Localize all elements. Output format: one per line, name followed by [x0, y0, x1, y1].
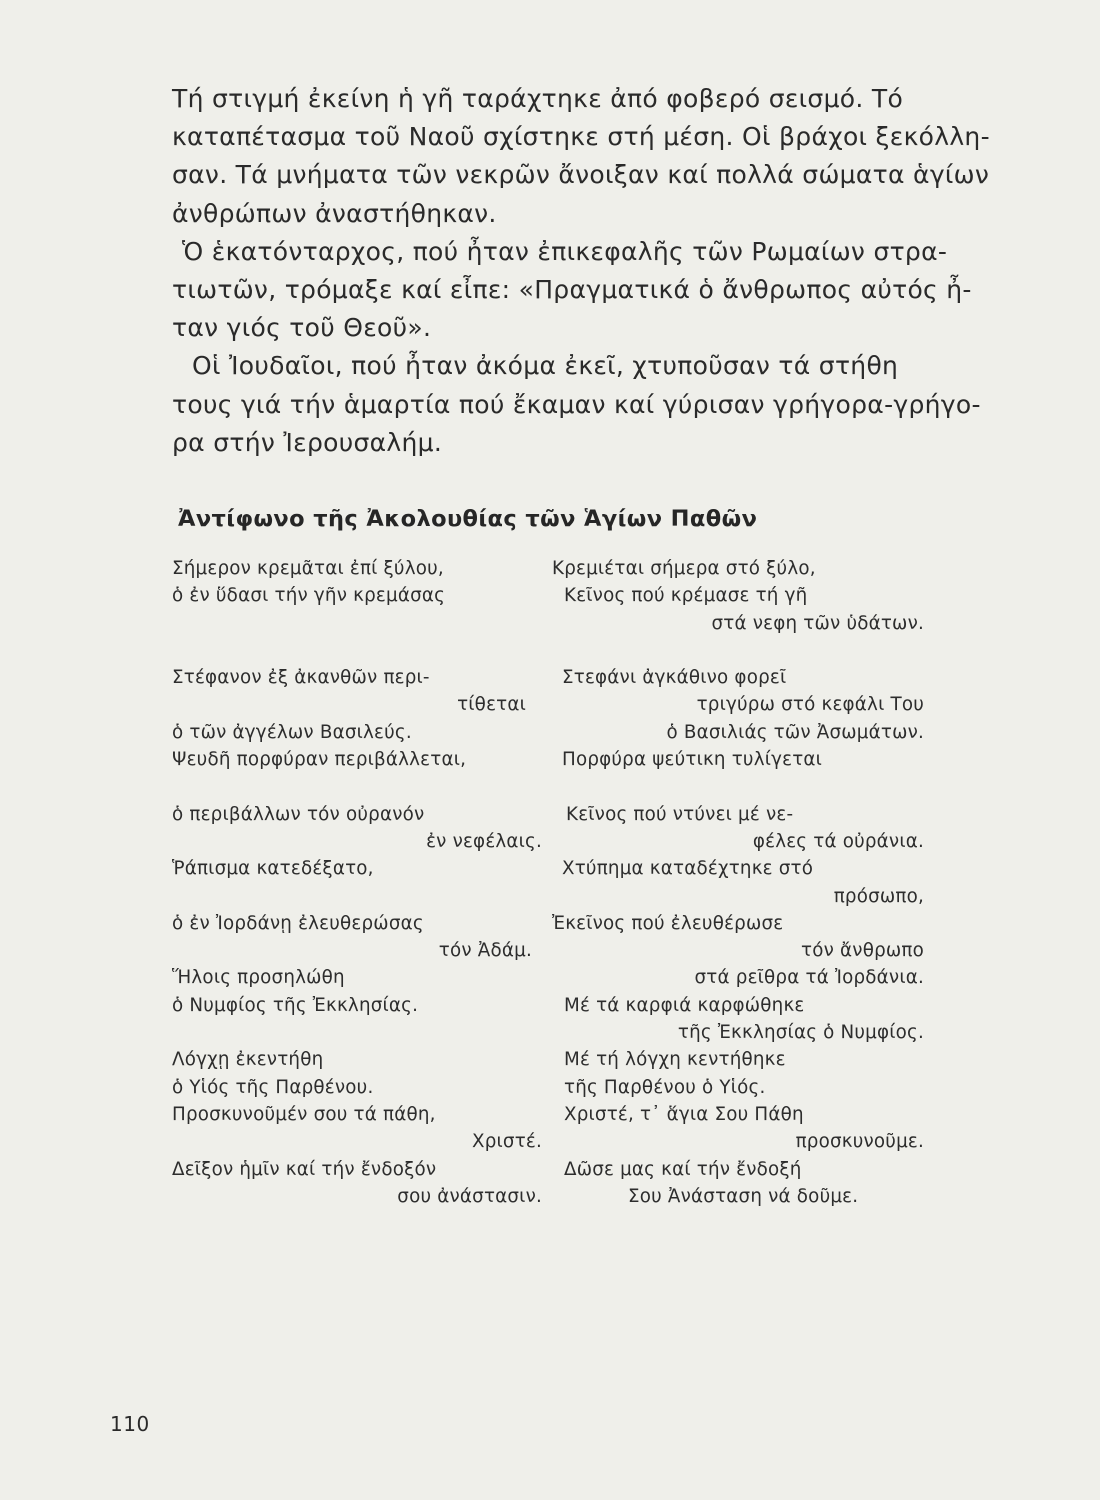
- verse-line-left: Ῥάπισμα κατεδέξατο,: [172, 858, 374, 880]
- verse-line-left: [172, 637, 542, 664]
- verses-left-column: [172, 555, 542, 1210]
- verse-line-right: τῆς Παρθένου ὁ Υἱός.: [564, 1076, 766, 1098]
- verse-line-right: φέλες τά οὐράνια.: [752, 830, 924, 852]
- verse-line-left: ὁ περιβάλλων τόν οὐρανόν: [172, 803, 425, 825]
- verse-line-right: Κεῖνος πού ντύνει μέ νε-: [566, 803, 794, 825]
- verse-line-right: [552, 637, 924, 664]
- verse-line-left: τίθεται: [457, 694, 526, 716]
- verse-line-left: [172, 883, 542, 910]
- prose-line: Ὁ ἑκατόνταρχος, πού ἦταν ἐπικεφαλῆς τῶν Ρωμαίων στρα-: [182, 236, 948, 266]
- verse-line-left: Ἥλοις προσηλώθη: [172, 967, 345, 989]
- verse-line-right: Μέ τά καρφιά καρφώθηκε: [564, 994, 805, 1016]
- prose-line: Τή στιγμή ἐκείνη ἡ γῆ ταράχτηκε ἀπό φοβερό σεισμό. Τό: [172, 84, 904, 113]
- verse-line-left: ὁ ἐν ὕδασι τήν γῆν κρεμάσας: [172, 585, 446, 607]
- verse-line-right: Δῶσε μας καί τήν ἔνδοξή: [564, 1158, 802, 1180]
- verse-line-left: σου ἀνάστασιν.: [397, 1185, 542, 1207]
- prose-line: ἀνθρώπων ἀναστήθηκαν.: [172, 198, 497, 228]
- verse-line-left: ὁ τῶν ἀγγέλων Βασιλεύς.: [172, 721, 412, 743]
- verse-line-left: Χριστέ.: [472, 1131, 542, 1153]
- verse-line-right: πρόσωπο,: [833, 885, 924, 907]
- verse-line-right: Πορφύρα ψεύτικη τυλίγεται: [562, 749, 823, 771]
- prose-line: σαν. Τά μνήματα τῶν νεκρῶν ἄνοιξαν καί πολλά σώματα ἁγίων: [172, 160, 990, 190]
- verse-line-left: Σήμερον κρεμᾶται ἐπί ξύλου,: [172, 558, 444, 579]
- verses-right-column: [552, 555, 924, 1210]
- verse-line-left: [172, 610, 542, 637]
- verse-line-left: Στέφανον ἐξ ἀκανθῶν περι-: [172, 667, 430, 689]
- verse-line-left: Λόγχῃ ἐκεντήθη: [172, 1049, 324, 1071]
- verse-line-left: [172, 773, 542, 800]
- verse-line-left: ὁ Νυμφίος τῆς Ἐκκλησίας.: [172, 994, 419, 1016]
- verse-line-left: [172, 1019, 542, 1046]
- verse-line-right: ὁ Βασιλιάς τῶν Ἀσωμάτων.: [666, 721, 924, 743]
- verse-line-left: Προσκυνοῦμέν σου τά πάθη,: [172, 1103, 436, 1125]
- verse-line-left: ὁ ἐν Ἰορδάνῃ ἐλευθερώσας: [172, 912, 424, 934]
- verse-line-right: Σου Ἀνάσταση νά δοῦμε.: [628, 1185, 859, 1207]
- verse-line-right: τριγύρω στό κεφάλι Του: [696, 694, 924, 716]
- verse-line-left: Ψευδῆ πορφύραν περιβάλλεται,: [172, 749, 467, 771]
- prose-text: [172, 80, 990, 462]
- prose-line: ρα στήν Ἰερουσαλήμ.: [172, 427, 443, 457]
- prose-line: καταπέτασμα τοῦ Ναοῦ σχίστηκε στή μέση. Οἱ βράχοι ξεκόλλη-: [172, 122, 990, 152]
- verse-line-right: στά νεφη τῶν ὑδάτων.: [711, 612, 924, 634]
- verse-line-right: Στεφάνι ἀγκάθινο φορεῖ: [562, 667, 787, 689]
- verse-line-right: Χριστέ, τ᾿ ἅγια Σου Πάθη: [564, 1103, 804, 1125]
- verse-line-right: Κρεμιέται σήμερα στό ξύλο,: [552, 558, 816, 579]
- prose-line: ταν γιός τοῦ Θεοῦ».: [172, 313, 432, 343]
- verse-line-left: ὁ Υἱός τῆς Παρθένου.: [172, 1076, 374, 1098]
- verse-line-left: Δεῖξον ἡμῖν καί τήν ἔνδοξόν: [172, 1158, 437, 1180]
- verse-line-right: Ἐκεῖνος πού ἐλευθέρωσε: [552, 912, 784, 934]
- verse-line-right: Μέ τή λόγχη κεντήθηκε: [564, 1049, 786, 1071]
- prose-line: τους γιά τήν ἁμαρτία πού ἔκαμαν καί γύρισαν γρήγορα-γρήγο-: [172, 389, 981, 419]
- verse-line-right: Κεῖνος πού κρέμασε τή γῆ: [564, 585, 808, 607]
- verse-line-right: προσκυνοῦμε.: [795, 1131, 924, 1153]
- prose-line: τιωτῶν, τρόμαξε καί εἶπε: «Πραγματικά ὁ ἄνθρωπος αὐτός ἦ-: [172, 274, 972, 304]
- verse-line-right: στά ρεῖθρα τά Ἰορδάνια.: [694, 967, 924, 989]
- verse-line-right: τῆς Ἐκκλησίας ὁ Νυμφίος.: [677, 1022, 924, 1044]
- section-heading: Ἀντίφωνο τῆς Ἀκολουθίας τῶν Ἁγίων Παθῶν: [178, 506, 758, 532]
- prose-line: Οἱ Ἰουδαῖοι, πού ἦταν ἀκόμα ἐκεῖ, χτυποῦσαν τά στήθη: [192, 351, 899, 381]
- verse-line-left: τόν Ἀδάμ.: [438, 940, 532, 962]
- verse-line-right: [552, 773, 924, 800]
- verse-line-right: τόν ἄνθρωπο: [801, 940, 924, 962]
- verse-line-right: Χτύπημα καταδέχτηκε στό: [562, 858, 814, 880]
- page-number: 110: [110, 1412, 150, 1436]
- verse-line-left: ἐν νεφέλαις.: [426, 830, 542, 852]
